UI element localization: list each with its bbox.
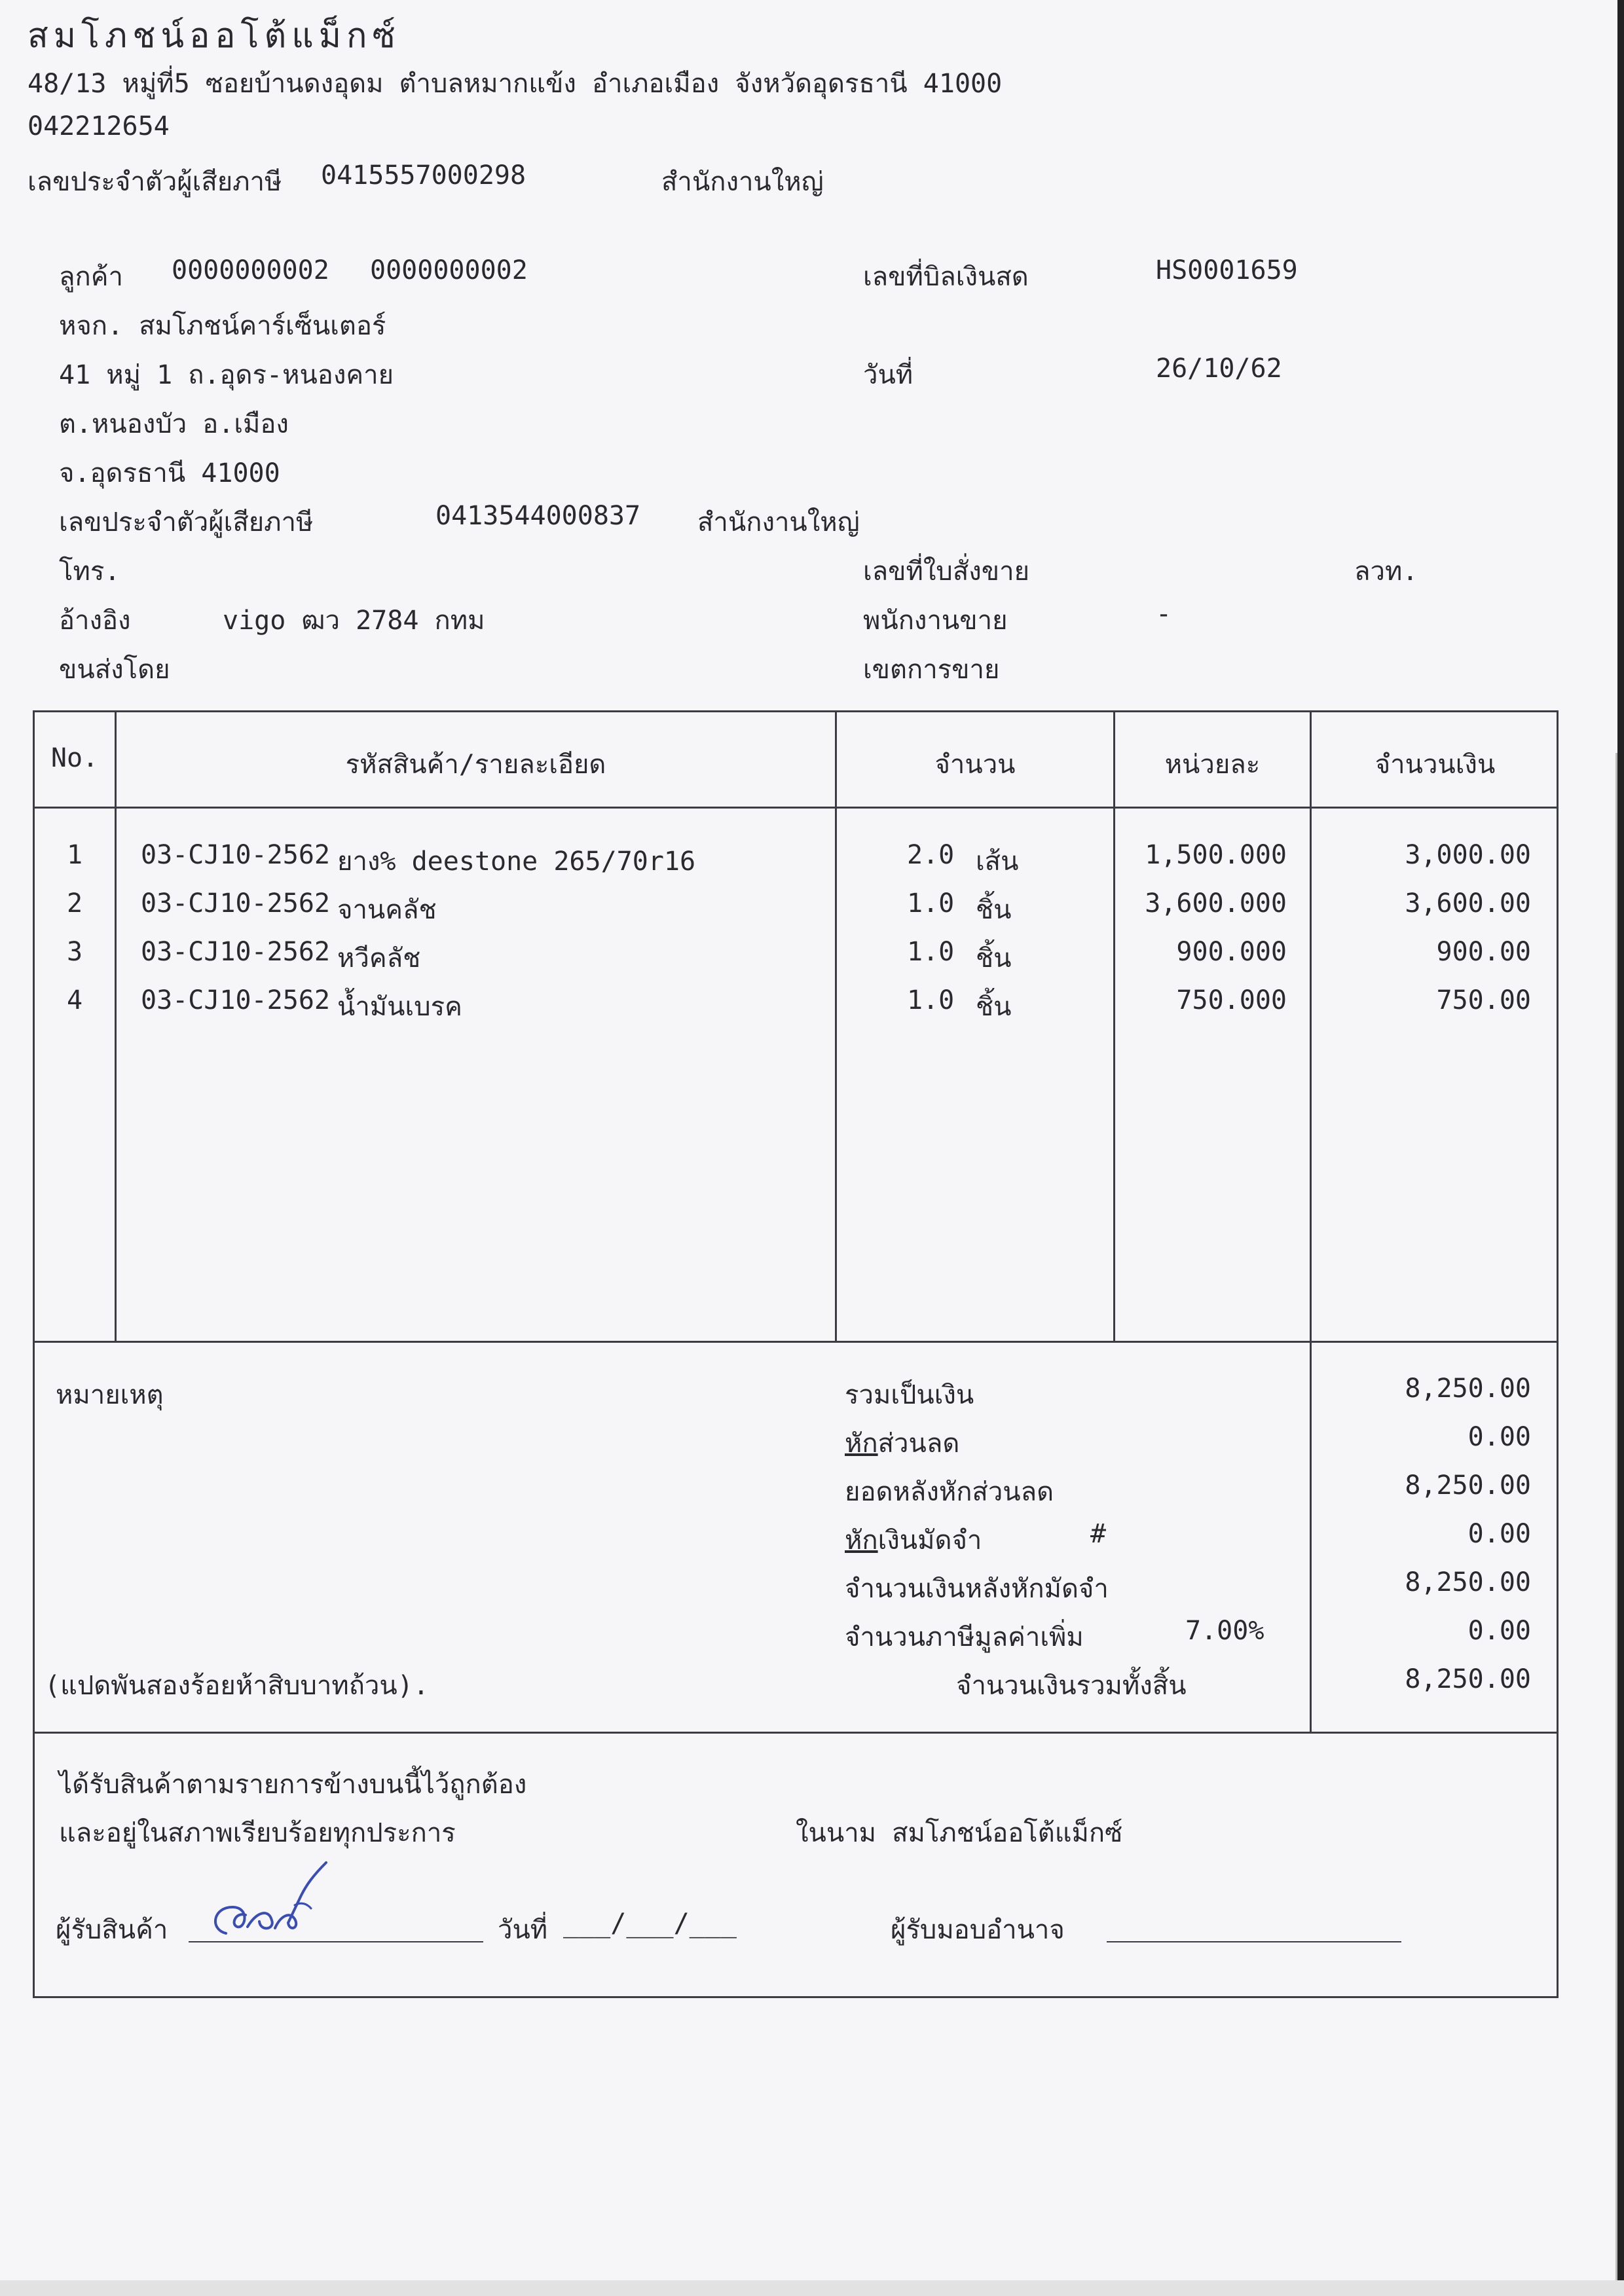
row-unit: ชิ้น bbox=[976, 943, 1012, 974]
header-amount: จำนวนเงิน bbox=[1375, 750, 1496, 780]
company-tax-id: 0415557000298 bbox=[321, 160, 526, 191]
row-amount: 750.00 bbox=[1436, 985, 1531, 1015]
row-code: 03-CJ10-2562 bbox=[141, 840, 330, 870]
row-qty: 1.0 bbox=[907, 937, 955, 967]
receiver-label: ผู้รับสินค้า bbox=[56, 1915, 168, 1945]
salesman-label: พนักงานขาย bbox=[863, 606, 1008, 636]
col-divider-no bbox=[115, 710, 117, 1342]
header-no: No. bbox=[50, 743, 99, 773]
row-unit-price: 750.000 bbox=[1176, 985, 1287, 1015]
vat-value: 0.00 bbox=[1467, 1616, 1531, 1646]
row-unit: ชิ้น bbox=[976, 992, 1012, 1022]
row-code: 03-CJ10-2562 bbox=[141, 937, 330, 967]
deposit-label bbox=[845, 1519, 982, 1561]
remark-label: หมายเหตุ bbox=[56, 1380, 164, 1410]
reference-label: อ้างอิง bbox=[59, 606, 131, 636]
vat-label: จำนวนภาษีมูลค่าเพิ่ม bbox=[845, 1622, 1084, 1652]
receiver-signature bbox=[196, 1856, 347, 1948]
scan-edge bbox=[1617, 0, 1624, 2296]
row-no: 4 bbox=[66, 985, 83, 1015]
row-qty: 2.0 bbox=[907, 840, 955, 870]
vat-rate: 7.00% bbox=[1185, 1616, 1264, 1646]
deposit-label-prefix: หัก bbox=[845, 1525, 878, 1556]
sales-order-suffix: ลวท. bbox=[1354, 556, 1418, 587]
customer-tax-label: เลขประจำตัวผู้เสียภาษี bbox=[59, 507, 314, 538]
reference-value: vigo ฒว 2784 กทม bbox=[223, 606, 485, 636]
on-behalf-of: ในนาม สมโภชน์ออโต้แม็กซ์ bbox=[796, 1818, 1123, 1848]
subtotal-value: 8,250.00 bbox=[1405, 1374, 1531, 1404]
after-deposit-label: จำนวนเงินหลังหักมัดจำ bbox=[845, 1574, 1109, 1604]
table-body-divider bbox=[33, 1341, 1559, 1343]
discount-value: 0.00 bbox=[1467, 1422, 1531, 1452]
company-phone: 042212654 bbox=[28, 111, 170, 141]
customer-phone-label: โทร. bbox=[59, 556, 120, 587]
col-divider-item bbox=[835, 710, 837, 1342]
received-statement-1: ได้รับสินค้าตามรายการข้างบนนี้ไว้ถูกต้อง bbox=[59, 1770, 527, 1800]
grand-total-value: 8,250.00 bbox=[1405, 1664, 1531, 1694]
row-unit-price: 3,600.000 bbox=[1145, 888, 1287, 919]
scan-bottom-strip bbox=[0, 2280, 1624, 2296]
row-no: 2 bbox=[66, 888, 83, 919]
row-code: 03-CJ10-2562 bbox=[141, 888, 330, 919]
row-code: 03-CJ10-2562 bbox=[141, 985, 330, 1015]
col-divider-qty bbox=[1113, 710, 1115, 1342]
sales-order-label: เลขที่ใบสั่งขาย bbox=[863, 556, 1030, 587]
discount-label-text: ส่วนลด bbox=[877, 1429, 960, 1459]
customer-label: ลูกค้า bbox=[59, 262, 123, 292]
company-tax-label: เลขประจำตัวผู้เสียภาษี bbox=[28, 167, 282, 197]
bill-date-label: วันที่ bbox=[863, 360, 913, 390]
row-qty: 1.0 bbox=[907, 985, 955, 1015]
row-desc: น้ำมันเบรค bbox=[337, 992, 462, 1022]
receive-date-label: วันที่ bbox=[498, 1915, 548, 1945]
after-discount-value: 8,250.00 bbox=[1405, 1470, 1531, 1501]
amount-in-words: (แปดพันสองร้อยห้าสิบบาทถ้วน). bbox=[45, 1671, 429, 1701]
row-amount: 3,000.00 bbox=[1405, 840, 1531, 870]
authorized-label: ผู้รับมอบอำนาจ bbox=[891, 1915, 1065, 1945]
customer-address-2: ต.หนองบัว อ.เมือง bbox=[59, 409, 289, 439]
deposit-hash: # bbox=[1090, 1519, 1107, 1549]
company-address: 48/13 หมู่ที่5 ซอยบ้านดงอุดม ตำบลหมากแข้ง อำเภอเมือง จังหวัดอุดรธานี 41000 bbox=[28, 69, 1003, 99]
row-desc: ยาง% deestone 265/70r16 bbox=[337, 847, 696, 877]
salesman-value: - bbox=[1156, 599, 1172, 629]
discount-label-prefix: หัก bbox=[845, 1429, 878, 1459]
row-desc: หวีคลัช bbox=[337, 943, 421, 974]
row-unit-price: 900.000 bbox=[1176, 937, 1287, 967]
company-branch: สำนักงานใหญ่ bbox=[661, 167, 824, 197]
bill-date: 26/10/62 bbox=[1156, 354, 1282, 384]
customer-address-1: 41 หมู่ 1 ถ.อุดร-หนองคาย bbox=[59, 360, 394, 390]
discount-label bbox=[845, 1422, 959, 1464]
customer-name: หจก. สมโภชน์คาร์เซ็นเตอร์ bbox=[59, 311, 386, 341]
scan-edge-shadow bbox=[1615, 753, 1617, 2296]
bill-number-label: เลขที่บิลเงินสด bbox=[863, 262, 1029, 292]
customer-code-2: 0000000002 bbox=[370, 255, 528, 285]
row-no: 1 bbox=[66, 840, 83, 870]
header-item: รหัสสินค้า/รายละเอียด bbox=[345, 750, 606, 780]
customer-tax-id: 0413544000837 bbox=[435, 501, 641, 531]
row-unit: เส้น bbox=[976, 847, 1019, 877]
bill-number: HS0001659 bbox=[1156, 255, 1298, 285]
header-qty: จำนวน bbox=[934, 750, 1016, 780]
header-unit-price: หน่วยละ bbox=[1164, 750, 1261, 780]
row-unit: ชิ้น bbox=[976, 895, 1012, 925]
customer-code: 0000000002 bbox=[172, 255, 329, 285]
customer-branch: สำนักงานใหญ่ bbox=[697, 507, 860, 538]
row-amount: 3,600.00 bbox=[1405, 888, 1531, 919]
ship-by-label: ขนส่งโดย bbox=[59, 655, 170, 685]
sales-area-label: เขตการขาย bbox=[863, 655, 1000, 685]
deposit-label-text: เงินมัดจำ bbox=[877, 1525, 982, 1556]
row-no: 3 bbox=[66, 937, 83, 967]
subtotal-label: รวมเป็นเงิน bbox=[845, 1380, 974, 1410]
deposit-value: 0.00 bbox=[1467, 1519, 1531, 1549]
grand-total-label: จำนวนเงินรวมทั้งสิ้น bbox=[956, 1671, 1187, 1701]
row-unit-price: 1,500.000 bbox=[1145, 840, 1287, 870]
customer-address-3: จ.อุดรธานี 41000 bbox=[59, 458, 280, 488]
authorized-signature-line bbox=[1107, 1941, 1401, 1942]
row-desc: จานคลัช bbox=[337, 895, 437, 925]
received-statement-2: และอยู่ในสภาพเรียบร้อยทุกประการ bbox=[59, 1818, 456, 1848]
row-amount: 900.00 bbox=[1436, 937, 1531, 967]
summary-footer-divider bbox=[33, 1732, 1559, 1734]
row-qty: 1.0 bbox=[907, 888, 955, 919]
table-header-divider bbox=[33, 807, 1559, 809]
receive-date-blank: ___/___/___ bbox=[563, 1908, 737, 1939]
after-discount-label: ยอดหลังหักส่วนลด bbox=[845, 1477, 1054, 1507]
company-name: สมโภชน์ออโต้แม็กซ์ bbox=[28, 16, 401, 56]
after-deposit-value: 8,250.00 bbox=[1405, 1567, 1531, 1597]
